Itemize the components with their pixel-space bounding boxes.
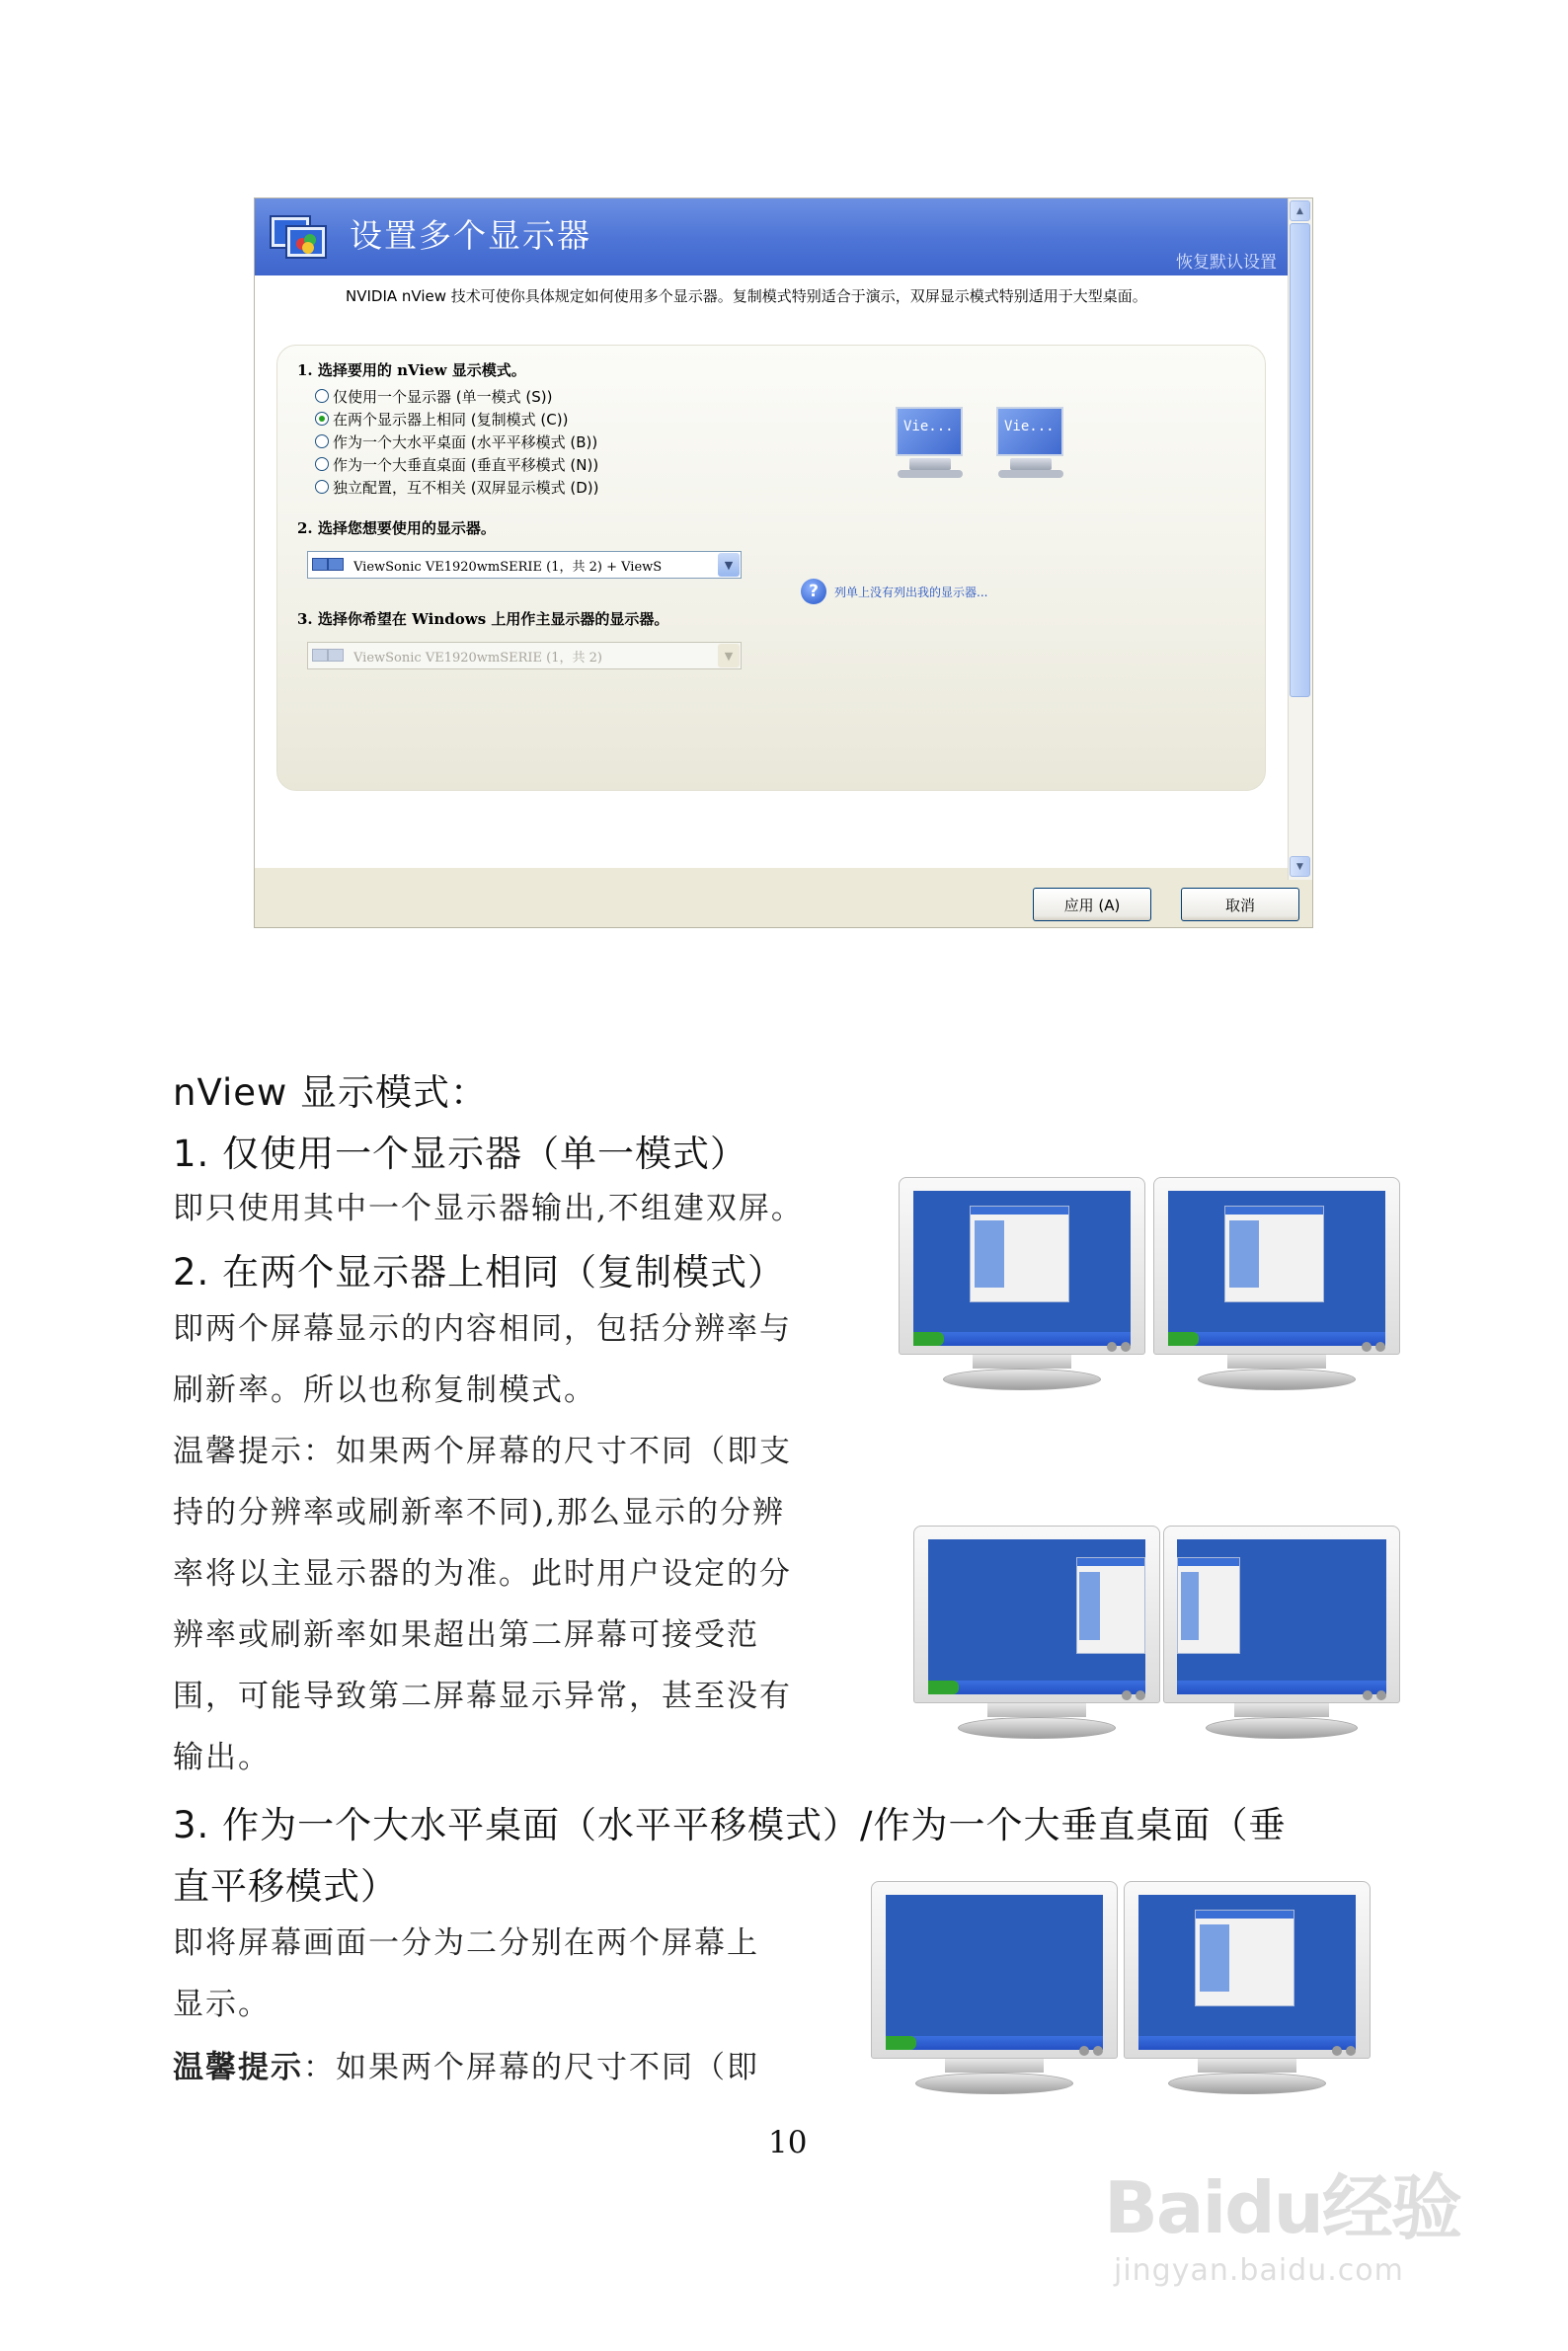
- radio-label: 仅使用一个显示器 (单一模式 (S)): [333, 387, 553, 406]
- step2-label: 2. 选择您想要使用的显示器。: [297, 519, 496, 537]
- mode3-heading-line: 直平移模式）: [173, 1865, 398, 1908]
- radio-label: 在两个显示器上相同 (复制模式 (C)): [333, 410, 569, 429]
- help-link-text[interactable]: 列单上没有列出我的显示器...: [834, 585, 988, 599]
- radio-dualview[interactable]: [315, 476, 599, 498]
- dialog-footer: [255, 880, 1313, 928]
- section-title: nView 显示模式：: [173, 1071, 489, 1114]
- scroll-thumb[interactable]: [1290, 223, 1310, 697]
- mode1-text: 即只使用其中一个显示器输出,不组建双屏。: [173, 1191, 804, 1226]
- mode3-heading-line: 3. 作为一个大水平桌面（水平平移模式）/作为一个大垂直桌面（垂: [173, 1804, 1287, 1846]
- scroll-up-arrow-icon[interactable]: ▲: [1290, 200, 1310, 221]
- tip-line: 率将以主显示器的为准。此时用户设定的分: [173, 1556, 792, 1592]
- dialog-title: 设置多个显示器: [350, 216, 591, 255]
- radio-horizontal-span[interactable]: [315, 431, 597, 452]
- scroll-down-arrow-icon[interactable]: ▼: [1290, 856, 1310, 877]
- tip-line: 辨率或刷新率如果超出第二屏幕可接受范: [173, 1617, 759, 1653]
- radio-label: 独立配置，互不相关 (双屏显示模式 (D)): [333, 478, 599, 497]
- radio-vertical-span[interactable]: [315, 453, 598, 475]
- tip-line: 温馨提示：如果两个屏幕的尺寸不同（即支: [173, 1434, 792, 1469]
- help-link[interactable]: [801, 579, 987, 604]
- radio-label: 作为一个大水平桌面 (水平平移模式 (B)): [333, 432, 598, 451]
- mode1-heading: 1. 仅使用一个显示器（单一模式）: [173, 1133, 748, 1175]
- apply-button[interactable]: 应用 (A): [1033, 888, 1151, 921]
- display-select[interactable]: [307, 551, 742, 579]
- nview-setup-dialog: [254, 197, 1313, 928]
- page-number: 10: [768, 2125, 808, 2160]
- dialog-body: [255, 275, 1289, 868]
- mode2-heading: 2. 在两个显示器上相同（复制模式）: [173, 1251, 786, 1293]
- monitor-illustration: [899, 1177, 1145, 1399]
- monitor-pair-icon: [312, 647, 348, 665]
- radio-button[interactable]: [315, 434, 329, 448]
- tip-line: 持的分辨率或刷新率不同),那么显示的分辨: [173, 1495, 785, 1530]
- monitor-pair-icon: [312, 556, 348, 574]
- step1-label: 1. 选择要用的 nView 显示模式。: [297, 361, 526, 379]
- radio-clone-mode[interactable]: [315, 408, 568, 430]
- chevron-down-icon: ▼: [718, 644, 740, 667]
- tip2-label: 温馨提示: [173, 2050, 303, 2085]
- radio-button[interactable]: [315, 480, 329, 494]
- vertical-scrollbar[interactable]: [1288, 198, 1312, 880]
- mode3-text-line: 显示。: [173, 1987, 271, 2022]
- watermark-logo: Baidu经验: [1104, 2166, 1460, 2249]
- restore-defaults-link[interactable]: 恢复默认设置: [1176, 253, 1277, 273]
- preview-monitor-1: [892, 407, 971, 486]
- mode3-text-line: 即将屏幕画面一分为二分别在两个屏幕上: [173, 1925, 759, 1961]
- monitor-illustration: [1124, 1881, 1371, 2103]
- tip-line: 围，可能导致第二屏幕显示异常，甚至没有: [173, 1679, 792, 1714]
- dialog-header: [255, 198, 1289, 275]
- radio-label: 作为一个大垂直桌面 (垂直平移模式 (N)): [333, 455, 599, 474]
- radio-button[interactable]: [315, 457, 329, 471]
- chevron-down-icon[interactable]: ▼: [718, 553, 740, 577]
- multi-monitor-icon: [269, 212, 330, 264]
- dialog-description: NVIDIA nView 技术可使你具体规定如何使用多个显示器。复制模式特别适合于演示，双屏显示模式特别适用于大型桌面。: [346, 287, 1147, 305]
- step3-label: 3. 选择你希望在 Windows 上用作主显示器的显示器。: [297, 610, 669, 628]
- monitor-illustration: [871, 1881, 1118, 2103]
- preview-monitor-2: [992, 407, 1071, 486]
- tip-line: 输出。: [173, 1740, 271, 1775]
- help-icon: ?: [801, 579, 826, 604]
- watermark: [1104, 2151, 1479, 2299]
- radio-button-selected[interactable]: [315, 412, 329, 426]
- radio-button[interactable]: [315, 389, 329, 403]
- preview-monitor-label: Vie...: [1004, 419, 1055, 434]
- tip2-rest: ：如果两个屏幕的尺寸不同（即: [303, 2050, 759, 2085]
- tip2-line: [173, 2042, 759, 2086]
- monitor-illustration: [913, 1526, 1160, 1748]
- watermark-url: jingyan.baidu.com: [1114, 2253, 1404, 2288]
- monitor-illustration: [1153, 1177, 1400, 1399]
- settings-panel: [276, 345, 1266, 791]
- mode2-text-line: 刷新率。所以也称复制模式。: [173, 1372, 596, 1408]
- cancel-button[interactable]: 取消: [1181, 888, 1299, 921]
- preview-monitor-label: Vie...: [903, 419, 954, 434]
- primary-display-select: [307, 642, 742, 669]
- monitor-illustration: [1163, 1526, 1400, 1748]
- primary-display-value: ViewSonic VE1920wmSERIE (1，共 2): [353, 650, 602, 666]
- radio-single-mode[interactable]: [315, 385, 552, 407]
- display-select-value: ViewSonic VE1920wmSERIE (1，共 2) + ViewS: [353, 559, 663, 575]
- mode2-text-line: 即两个屏幕显示的内容相同，包括分辨率与: [173, 1311, 792, 1347]
